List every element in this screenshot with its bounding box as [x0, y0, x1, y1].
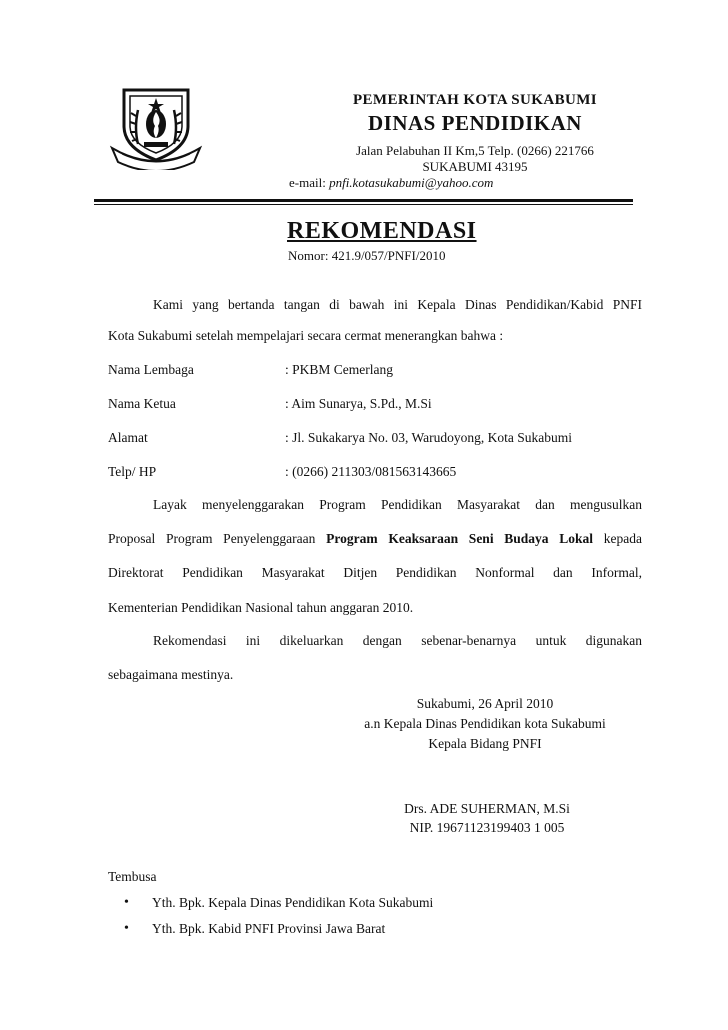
paragraph3-line-2: sebagaimana mestinya. [108, 667, 234, 682]
bullet-icon: • [124, 895, 129, 910]
paragraph3-line-1: Rekomendasi ini dikeluarkan dengan sebenar-benarnya untuk digunakan [153, 633, 642, 648]
header-rule-thin [94, 204, 633, 205]
intro-line-2: Kota Sukabumi setelah mempelajari secara cermat menerangkan bahwa : [108, 328, 504, 343]
signature-position: Kepala Bidang PNFI [428, 736, 542, 751]
intro-line-1: Kami yang bertanda tangan di bawah ini Kepala Dinas Pendidikan/Kabid PNFI [153, 297, 642, 312]
document-title: REKOMENDASI [287, 218, 477, 244]
city-line: SUKABUMI 43195 [422, 159, 528, 174]
paragraph2-line-2-post: kepada [593, 531, 642, 546]
field-value-nama-lembaga: : PKBM Cemerlang [285, 362, 393, 377]
signature-place-date: Sukabumi, 26 April 2010 [416, 696, 554, 711]
paragraph2-line-1: Layak menyelenggarakan Program Pendidikan Masyarakat dan mengusulkan [153, 497, 642, 512]
paragraph2-line-3: Direktorat Pendidikan Masyarakat Ditjen Pendidikan Nonformal dan Informal, [108, 565, 642, 580]
bullet-icon: • [124, 921, 129, 936]
tembusa-item-2: Yth. Bpk. Kabid PNFI Provinsi Jawa Barat [152, 921, 386, 936]
email-value: pnfi.kotasukabumi@yahoo.com [329, 175, 494, 190]
field-label-nama-lembaga: Nama Lembaga [108, 362, 194, 377]
field-value-alamat: : Jl. Sukakarya No. 03, Warudoyong, Kota Sukabumi [285, 430, 573, 445]
address-line: Jalan Pelabuhan II Km,5 Telp. (0266) 221766 [356, 143, 594, 158]
sukabumi-city-seal-icon [108, 82, 204, 170]
signatory-name: Drs. ADE SUHERMAN, M.Si [404, 801, 570, 816]
field-value-telp: : (0266) 211303/081563143665 [285, 464, 457, 479]
header-rule-thick [94, 199, 633, 202]
paragraph2-line-2 [108, 531, 642, 547]
field-label-nama-ketua: Nama Ketua [108, 396, 176, 411]
government-name: PEMERINTAH KOTA SUKABUMI [352, 92, 598, 108]
email-label: e-mail: [289, 175, 330, 190]
field-label-telp: Telp/ HP [108, 464, 157, 479]
email-line [289, 175, 493, 191]
field-value-nama-ketua: : Aim Sunarya, S.Pd., M.Si [285, 396, 432, 411]
program-name: Program Keaksaraan Seni Budaya Lokal [326, 531, 594, 546]
tembusa-item-1: Yth. Bpk. Kepala Dinas Pendidikan Kota Sukabumi [152, 895, 434, 910]
document-number: Nomor: 421.9/057/PNFI/2010 [288, 248, 446, 263]
field-label-alamat: Alamat [108, 430, 148, 445]
signature-on-behalf: a.n Kepala Dinas Pendidikan kota Sukabumi [364, 716, 606, 731]
agency-name: DINAS PENDIDIKAN [368, 111, 582, 135]
paragraph2-line-2-pre: Proposal Program Penyelenggaraan [108, 531, 327, 546]
signatory-nip: NIP. 19671123199403 1 005 [409, 820, 565, 835]
tembusa-heading: Tembusa [108, 869, 157, 884]
paragraph2-line-4: Kementerian Pendidikan Nasional tahun anggaran 2010. [108, 600, 414, 615]
